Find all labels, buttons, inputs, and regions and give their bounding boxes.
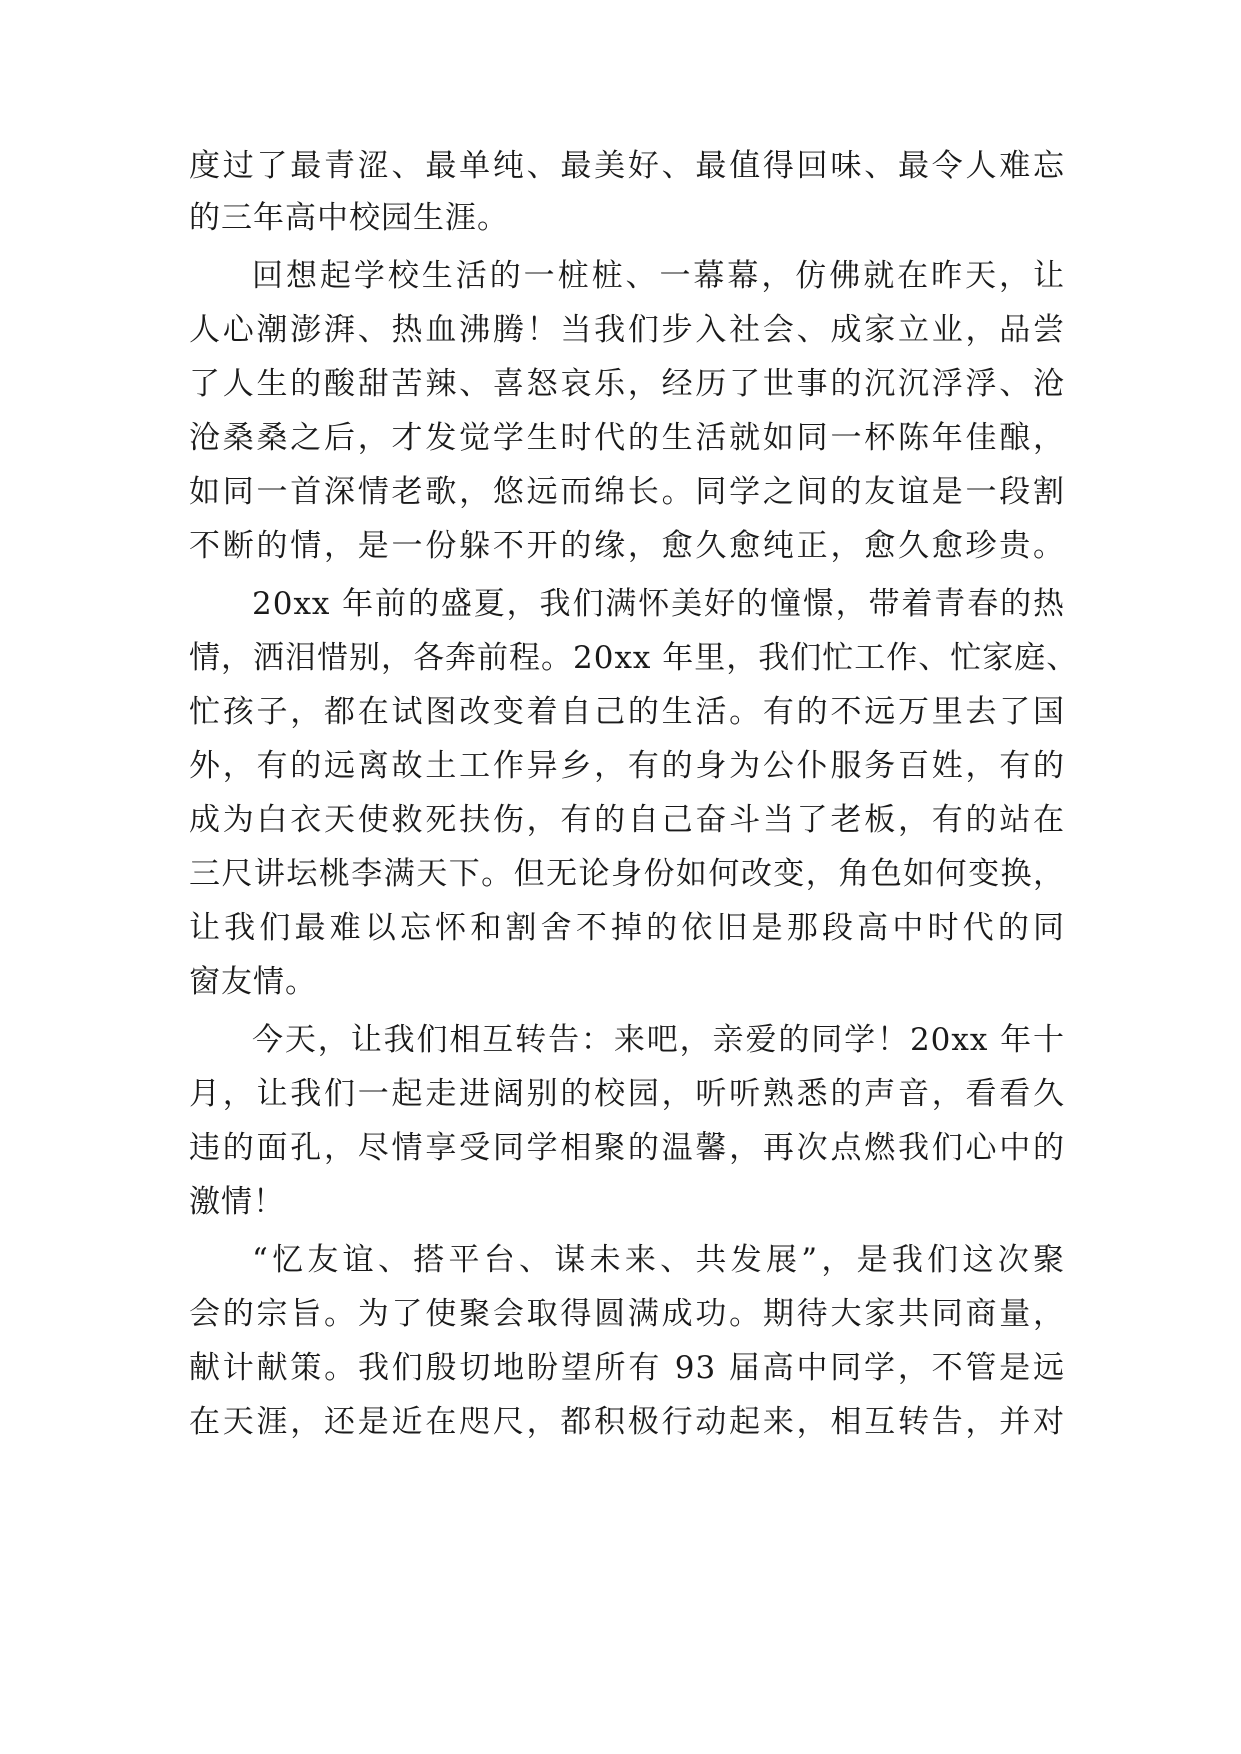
text-line: 人心潮澎湃、热血沸腾！当我们步入社会、成家立业，品尝: [189, 312, 1065, 348]
text-line: 违的面孔，尽情享受同学相聚的温馨，再次点燃我们心中的: [189, 1130, 1065, 1166]
text-line: 让我们最难以忘怀和割舍不掉的依旧是那段高中时代的同: [189, 910, 1065, 946]
text-line: 窗友情。: [189, 964, 317, 1000]
text-line: 会的宗旨。为了使聚会取得圆满成功。期待大家共同商量，: [189, 1296, 1065, 1332]
text-line: 献计献策。我们殷切地盼望所有 93 届高中同学，不管是远: [189, 1350, 1065, 1386]
text-line: “忆友谊、搭平台、谋未来、共发展”，是我们这次聚: [252, 1242, 1065, 1278]
text-line: 激情！: [189, 1184, 285, 1220]
text-line: 不断的情，是一份躲不开的缘，愈久愈纯正，愈久愈珍贵。: [189, 528, 1065, 564]
text-line: 度过了最青涩、最单纯、最美好、最值得回味、最令人难忘: [189, 148, 1065, 184]
text-line: 三尺讲坛桃李满天下。但无论身份如何改变，角色如何变换，: [189, 856, 1065, 892]
text-line: 20xx 年前的盛夏，我们满怀美好的憧憬，带着青春的热: [252, 586, 1065, 622]
text-line: 在天涯，还是近在咫尺，都积极行动起来，相互转告，并对: [189, 1404, 1065, 1440]
text-line: 了人生的酸甜苦辣、喜怒哀乐，经历了世事的沉沉浮浮、沧: [189, 366, 1065, 402]
text-line: 忙孩子，都在试图改变着自己的生活。有的不远万里去了国: [189, 694, 1065, 730]
text-line: 成为白衣天使救死扶伤，有的自己奋斗当了老板，有的站在: [189, 802, 1065, 838]
text-line: 今天，让我们相互转告：来吧，亲爱的同学！20xx 年十: [252, 1022, 1065, 1058]
text-line: 的三年高中校园生涯。: [189, 200, 509, 236]
text-line: 如同一首深情老歌，悠远而绵长。同学之间的友谊是一段割: [189, 474, 1065, 510]
text-line: 月，让我们一起走进阔别的校园，听听熟悉的声音，看看久: [189, 1076, 1065, 1112]
text-line: 回想起学校生活的一桩桩、一幕幕，仿佛就在昨天，让: [252, 258, 1065, 294]
text-line: 沧桑桑之后，才发觉学生时代的生活就如同一杯陈年佳酿，: [189, 420, 1065, 456]
text-line: 情，洒泪惜别，各奔前程。20xx 年里，我们忙工作、忙家庭、: [189, 640, 1079, 676]
text-line: 外，有的远离故土工作异乡，有的身为公仆服务百姓，有的: [189, 748, 1065, 784]
